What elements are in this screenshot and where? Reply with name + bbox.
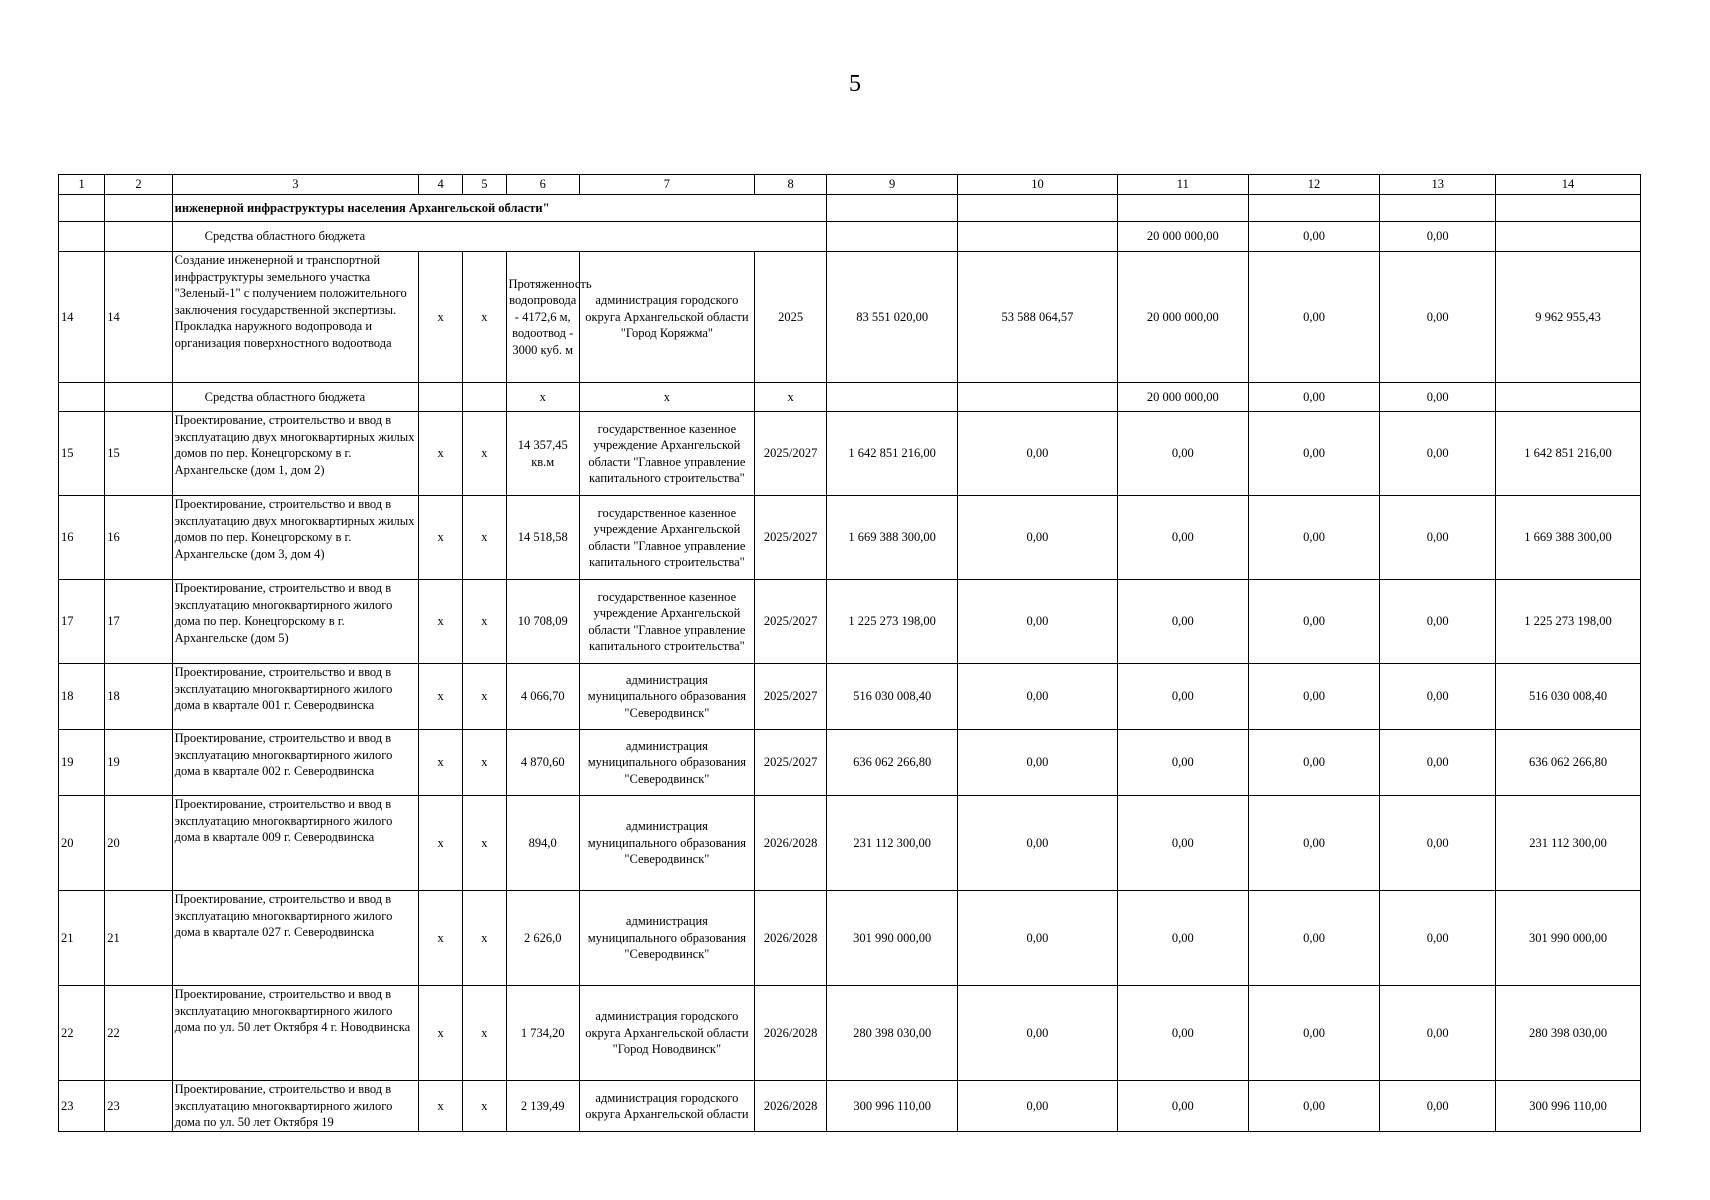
- object-name: Проектирование, строительство и ввод в эксплуатацию многоквартирного жилого дома по ул. 50 лет Октября 4 г. Новодвинска: [172, 986, 418, 1081]
- cell-c12: 0,00: [1248, 986, 1380, 1081]
- cell-c10: 0,00: [958, 412, 1118, 496]
- cell-c14: 231 112 300,00: [1496, 796, 1641, 891]
- capacity: Протяженность водопровода - 4172,6 м, водоотвод - 3000 куб. м: [506, 252, 579, 383]
- customer: администрация городского округа Архангельской области "Город Новодвинск": [579, 986, 754, 1081]
- cell-c5: х: [463, 580, 506, 664]
- customer: администрация муниципального образования "Северодвинск": [579, 730, 754, 796]
- object-number: 20: [105, 796, 172, 891]
- budget-table: [58, 174, 1641, 1132]
- cell-c14: 1 225 273 198,00: [1496, 580, 1641, 664]
- period: 2025/2027: [754, 664, 826, 730]
- object-number: 22: [105, 986, 172, 1081]
- object-name: Проектирование, строительство и ввод в эксплуатацию двух многоквартирных жилых домов по пер. Конецгорскому в г. Архангельске (дом 1, дом 2): [172, 412, 418, 496]
- empty-cell: [105, 383, 172, 412]
- cell-c10: 0,00: [958, 891, 1118, 986]
- cell-c12: 0,00: [1248, 664, 1380, 730]
- capacity: 14 357,45 кв.м: [506, 412, 579, 496]
- customer: государственное казенное учреждение Архангельской области "Главное управление капитального строительства": [579, 580, 754, 664]
- column-number: 1: [59, 175, 105, 195]
- budget-c13: 0,00: [1380, 383, 1496, 412]
- total-cost: 301 990 000,00: [827, 891, 958, 986]
- period: 2026/2028: [754, 891, 826, 986]
- column-number: 5: [463, 175, 506, 195]
- table-row: [59, 891, 1641, 986]
- row-number: 23: [59, 1081, 105, 1132]
- capacity: 2 626,0: [506, 891, 579, 986]
- object-name: Создание инженерной и транспортной инфраструктуры земельного участка "Зеленый-1" с получением положительного заключения государственной экспертизы. Прокладка наружного водопровода и организация поверхностного водоотвода: [172, 252, 418, 383]
- cell-c11: 0,00: [1117, 496, 1248, 580]
- row-number: 16: [59, 496, 105, 580]
- budget-label: Средства областного бюджета: [172, 222, 827, 252]
- cell-c13: 0,00: [1380, 730, 1496, 796]
- budget-subrow: [59, 222, 1641, 252]
- cell-c10: 53 588 064,57: [958, 252, 1118, 383]
- table-row: [59, 730, 1641, 796]
- object-name: Проектирование, строительство и ввод в эксплуатацию многоквартирного жилого дома в квартале 027 г. Северодвинска: [172, 891, 418, 986]
- cell-c12: 0,00: [1248, 580, 1380, 664]
- column-number: 12: [1248, 175, 1380, 195]
- cell-c14: 280 398 030,00: [1496, 986, 1641, 1081]
- cell-c4: х: [419, 891, 463, 986]
- period: 2025/2027: [754, 496, 826, 580]
- table-row: [59, 1081, 1641, 1132]
- cell-c12: 0,00: [1248, 891, 1380, 986]
- page-number: 5: [849, 71, 861, 97]
- cell-c5: х: [463, 664, 506, 730]
- budget-c11: 20 000 000,00: [1117, 383, 1248, 412]
- cell-c12: 0,00: [1248, 730, 1380, 796]
- section-title: инженерной инфраструктуры населения Архангельской области": [172, 195, 827, 222]
- row-number: 17: [59, 580, 105, 664]
- cell-c13: 0,00: [1380, 580, 1496, 664]
- row-number: 22: [59, 986, 105, 1081]
- empty-cell: [1496, 383, 1641, 412]
- customer: администрация муниципального образования "Северодвинск": [579, 891, 754, 986]
- total-cost: 231 112 300,00: [827, 796, 958, 891]
- table-row: [59, 796, 1641, 891]
- cell-c12: 0,00: [1248, 252, 1380, 383]
- total-cost: 1 642 851 216,00: [827, 412, 958, 496]
- period: 2026/2028: [754, 986, 826, 1081]
- cell-c10: 0,00: [958, 986, 1118, 1081]
- customer: государственное казенное учреждение Архангельской области "Главное управление капитального строительства": [579, 496, 754, 580]
- row-number: 14: [59, 252, 105, 383]
- cell-c13: 0,00: [1380, 796, 1496, 891]
- column-number: 3: [172, 175, 418, 195]
- object-number: 14: [105, 252, 172, 383]
- object-name: Проектирование, строительство и ввод в эксплуатацию двух многоквартирных жилых домов по пер. Конецгорскому в г. Архангельске (дом 3, дом 4): [172, 496, 418, 580]
- total-cost: 516 030 008,40: [827, 664, 958, 730]
- cell-c11: 0,00: [1117, 412, 1248, 496]
- cell-c14: 1 669 388 300,00: [1496, 496, 1641, 580]
- cell-c4: х: [419, 664, 463, 730]
- cell-c10: 0,00: [958, 580, 1118, 664]
- cell-c5: х: [463, 986, 506, 1081]
- column-number: 11: [1117, 175, 1248, 195]
- column-number: 6: [506, 175, 579, 195]
- cell-c10: 0,00: [958, 496, 1118, 580]
- empty-cell: [463, 383, 506, 412]
- cell-c13: 0,00: [1380, 496, 1496, 580]
- table-row: [59, 252, 1641, 383]
- column-number: 8: [754, 175, 826, 195]
- budget-c13: 0,00: [1380, 222, 1496, 252]
- table-row: [59, 580, 1641, 664]
- column-number: 9: [827, 175, 958, 195]
- cell-c4: х: [419, 1081, 463, 1132]
- cell-c13: 0,00: [1380, 412, 1496, 496]
- column-number: 4: [419, 175, 463, 195]
- empty-cell: [958, 383, 1118, 412]
- customer: администрация муниципального образования "Северодвинск": [579, 664, 754, 730]
- cell-c13: 0,00: [1380, 252, 1496, 383]
- cell-c5: х: [463, 496, 506, 580]
- cell-c4: х: [419, 252, 463, 383]
- total-cost: 1 225 273 198,00: [827, 580, 958, 664]
- cell-c4: х: [419, 580, 463, 664]
- table-row: [59, 986, 1641, 1081]
- row-number: 20: [59, 796, 105, 891]
- object-number: 17: [105, 580, 172, 664]
- cell-c12: 0,00: [1248, 1081, 1380, 1132]
- object-number: 18: [105, 664, 172, 730]
- capacity: 1 734,20: [506, 986, 579, 1081]
- cell-c4: х: [419, 986, 463, 1081]
- customer: государственное казенное учреждение Архангельской области "Главное управление капитального строительства": [579, 412, 754, 496]
- section-title-row: [59, 195, 1641, 222]
- row-number: 18: [59, 664, 105, 730]
- budget-c11: 20 000 000,00: [1117, 222, 1248, 252]
- budget-label: Средства областного бюджета: [172, 383, 418, 412]
- total-cost: 1 669 388 300,00: [827, 496, 958, 580]
- cell-c5: х: [463, 730, 506, 796]
- object-number: 19: [105, 730, 172, 796]
- cell-c14: 636 062 266,80: [1496, 730, 1641, 796]
- budget-c8: х: [754, 383, 826, 412]
- cell-c5: х: [463, 796, 506, 891]
- cell-c4: х: [419, 730, 463, 796]
- budget-c12: 0,00: [1248, 222, 1380, 252]
- cell-c11: 0,00: [1117, 1081, 1248, 1132]
- cell-c5: х: [463, 891, 506, 986]
- object-name: Проектирование, строительство и ввод в эксплуатацию многоквартирного жилого дома по пер. Конецгорскому в г. Архангельске (дом 5): [172, 580, 418, 664]
- cell-c5: х: [463, 412, 506, 496]
- cell-c11: 0,00: [1117, 891, 1248, 986]
- cell-c4: х: [419, 496, 463, 580]
- object-number: 15: [105, 412, 172, 496]
- cell-c10: 0,00: [958, 664, 1118, 730]
- cell-c5: х: [463, 252, 506, 383]
- empty-cell: [59, 383, 105, 412]
- cell-c11: 0,00: [1117, 730, 1248, 796]
- period: 2025/2027: [754, 730, 826, 796]
- cell-c10: 0,00: [958, 1081, 1118, 1132]
- cell-c13: 0,00: [1380, 986, 1496, 1081]
- period: 2025/2027: [754, 580, 826, 664]
- customer: администрация городского округа Архангельской области "Город Коряжма": [579, 252, 754, 383]
- cell-c14: 300 996 110,00: [1496, 1081, 1641, 1132]
- cell-c14: 301 990 000,00: [1496, 891, 1641, 986]
- cell-c10: 0,00: [958, 730, 1118, 796]
- row-number: 15: [59, 412, 105, 496]
- column-number: 13: [1380, 175, 1496, 195]
- total-cost: 280 398 030,00: [827, 986, 958, 1081]
- period: 2026/2028: [754, 796, 826, 891]
- total-cost: 83 551 020,00: [827, 252, 958, 383]
- column-number: 2: [105, 175, 172, 195]
- cell-c12: 0,00: [1248, 412, 1380, 496]
- object-number: 16: [105, 496, 172, 580]
- cell-c11: 0,00: [1117, 664, 1248, 730]
- empty-cell: [827, 383, 958, 412]
- cell-c11: 20 000 000,00: [1117, 252, 1248, 383]
- period: 2026/2028: [754, 1081, 826, 1132]
- object-name: Проектирование, строительство и ввод в эксплуатацию многоквартирного жилого дома по ул. 50 лет Октября 19: [172, 1081, 418, 1132]
- object-number: 23: [105, 1081, 172, 1132]
- total-cost: 636 062 266,80: [827, 730, 958, 796]
- cell-c11: 0,00: [1117, 580, 1248, 664]
- capacity: 4 870,60: [506, 730, 579, 796]
- row-number: 21: [59, 891, 105, 986]
- table-row: [59, 664, 1641, 730]
- column-number: 10: [958, 175, 1118, 195]
- cell-c4: х: [419, 412, 463, 496]
- cell-c11: 0,00: [1117, 986, 1248, 1081]
- total-cost: 300 996 110,00: [827, 1081, 958, 1132]
- capacity: 2 139,49: [506, 1081, 579, 1132]
- cell-c13: 0,00: [1380, 664, 1496, 730]
- table-row: [59, 412, 1641, 496]
- cell-c5: х: [463, 1081, 506, 1132]
- capacity: 4 066,70: [506, 664, 579, 730]
- budget-subrow: [59, 383, 1641, 412]
- cell-c14: 1 642 851 216,00: [1496, 412, 1641, 496]
- column-number-header-row: [59, 175, 1641, 195]
- object-name: Проектирование, строительство и ввод в эксплуатацию многоквартирного жилого дома в квартале 002 г. Северодвинска: [172, 730, 418, 796]
- column-number: 14: [1496, 175, 1641, 195]
- cell-c12: 0,00: [1248, 796, 1380, 891]
- cell-c4: х: [419, 796, 463, 891]
- row-number: 19: [59, 730, 105, 796]
- period: 2025: [754, 252, 826, 383]
- capacity: 10 708,09: [506, 580, 579, 664]
- capacity: 14 518,58: [506, 496, 579, 580]
- cell-c11: 0,00: [1117, 796, 1248, 891]
- cell-c13: 0,00: [1380, 891, 1496, 986]
- cell-c10: 0,00: [958, 796, 1118, 891]
- cell-c12: 0,00: [1248, 496, 1380, 580]
- customer: администрация муниципального образования "Северодвинск": [579, 796, 754, 891]
- budget-c7: х: [579, 383, 754, 412]
- customer: администрация городского округа Архангельской области: [579, 1081, 754, 1132]
- object-name: Проектирование, строительство и ввод в эксплуатацию многоквартирного жилого дома в квартале 009 г. Северодвинска: [172, 796, 418, 891]
- budget-c6: х: [506, 383, 579, 412]
- cell-c14: 9 962 955,43: [1496, 252, 1641, 383]
- cell-c13: 0,00: [1380, 1081, 1496, 1132]
- column-number: 7: [579, 175, 754, 195]
- budget-c12: 0,00: [1248, 383, 1380, 412]
- table-row: [59, 496, 1641, 580]
- object-name: Проектирование, строительство и ввод в эксплуатацию многоквартирного жилого дома в квартале 001 г. Северодвинска: [172, 664, 418, 730]
- period: 2025/2027: [754, 412, 826, 496]
- object-number: 21: [105, 891, 172, 986]
- cell-c14: 516 030 008,40: [1496, 664, 1641, 730]
- capacity: 894,0: [506, 796, 579, 891]
- empty-cell: [419, 383, 463, 412]
